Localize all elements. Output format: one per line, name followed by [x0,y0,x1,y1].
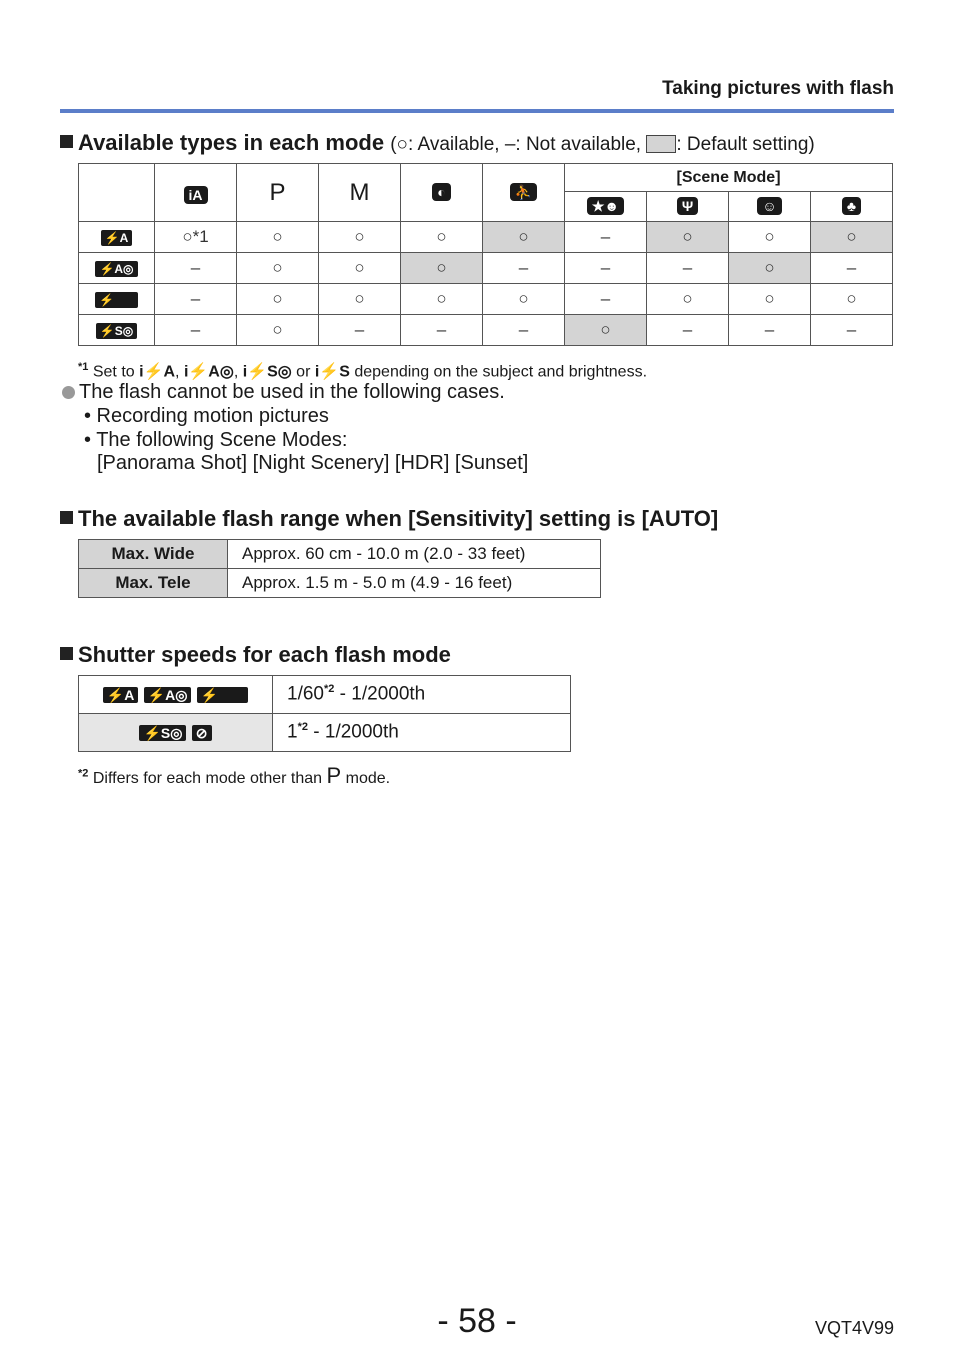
page-number: - 58 - [437,1302,517,1340]
flash-auto-icon: ⚡A [103,687,139,703]
case-item: • Recording motion pictures [84,405,329,427]
range-label: Max. Tele [79,569,228,598]
section-heading-available-types [60,130,815,156]
range-value: Approx. 60 cm - 10.0 m (2.0 - 33 feet) [228,540,601,569]
row-slow-sync-redeye [79,315,155,346]
table-cell: – [811,253,893,284]
table-cell: – [155,253,237,284]
table-cell: ○ [647,222,729,253]
table-cell: – [729,315,811,346]
flash-modes-table [78,163,893,346]
table-row [79,714,571,752]
table-row [79,284,893,315]
scenery-icon: ♣ [842,197,861,215]
table-cell: ○ [729,222,811,253]
flash-auto-redeye-icon: ⚡A◎ [144,687,192,703]
slow-sync-redeye-inline-icon: i⚡S◎ [242,363,292,381]
shutter-value: 1$^{*2}$ - 1/2000th [273,714,571,752]
forced-flash-icon: ⚡ [197,687,248,703]
food-icon: Ψ [677,197,698,215]
slow-sync-inline-icon: i⚡S [314,363,350,381]
square-bullet-icon [60,511,73,524]
table-cell: ○ [565,315,647,346]
row-flash-auto [79,222,155,253]
cases-intro: The flash cannot be used in the following cases. [62,381,505,404]
table-cell: ○ [319,284,401,315]
legend: (○: Available, –: Not available, : Default setting) [390,134,815,155]
table-cell: – [155,284,237,315]
table-cell: ○ [401,284,483,315]
square-bullet-icon [60,647,73,660]
table-cell: ○ [237,222,319,253]
program-mode-label: P [326,763,342,788]
corner-cell [79,164,155,222]
column-portrait [565,192,647,222]
column-food [647,192,729,222]
table-cell: – [565,284,647,315]
slow-sync-redeye-icon: ⚡S◎ [96,323,137,339]
shutter-modes-cell [79,676,273,714]
intelligent-auto-icon: iA [184,186,208,204]
page-header-title: Taking pictures with flash [662,78,894,99]
case-item: • The following Scene Modes: [84,429,348,451]
table-cell: ○ [811,284,893,315]
column-scenery [811,192,893,222]
range-value: Approx. 1.5 m - 5.0 m (4.9 - 16 feet) [228,569,601,598]
header-rule [60,109,894,113]
flash-auto-inline-icon: i⚡A [139,363,176,381]
shutter-modes-cell [79,714,273,752]
table-cell: – [155,315,237,346]
table-row [79,676,571,714]
table-cell: ○ [729,284,811,315]
column-m: M [319,164,401,222]
column-creative [401,164,483,222]
table-row [79,253,893,284]
section-heading-flash-range: The available flash range when [Sensitivity] setting is [AUTO] [60,506,718,532]
shutter-speed-table [78,675,571,752]
table-cell: – [483,253,565,284]
table-cell: ○ [647,284,729,315]
table-cell: – [401,315,483,346]
table-cell: – [811,315,893,346]
flash-off-icon: ⊘ [192,725,212,741]
scene-mode-header: [Scene Mode] [565,164,893,192]
default-setting-swatch [646,135,676,153]
table-row [79,222,893,253]
bullet-dot-icon [62,386,75,399]
sports-icon: ⛹ [510,183,537,201]
table-cell: ○ [401,222,483,253]
shutter-value: 1/60$^{*2}$ - 1/2000th [273,676,571,714]
table-cell: ○*1 [155,222,237,253]
table-cell: ○ [319,253,401,284]
table-cell: ○ [729,253,811,284]
table-cell: ○ [483,284,565,315]
column-p: P [237,164,319,222]
table-cell: ○ [237,284,319,315]
table-row [79,315,893,346]
table-cell: ○ [811,222,893,253]
table-cell: – [565,253,647,284]
table-cell: – [647,315,729,346]
flash-auto-redeye-icon: ⚡A◎ [95,261,137,277]
table-cell: ○ [237,315,319,346]
column-baby [729,192,811,222]
slow-sync-redeye-icon: ⚡S◎ [139,725,186,741]
flash-auto-redeye-inline-icon: i⚡A◎ [183,363,234,381]
column-ia [155,164,237,222]
table-cell: ○ [237,253,319,284]
flash-range-table [78,539,601,598]
flash-auto-icon: ⚡A [101,230,133,246]
table-cell: ○ [483,222,565,253]
document-code: VQT4V99 [814,1318,894,1338]
table-cell: – [647,253,729,284]
scene-mode-list: [Panorama Shot] [Night Scenery] [HDR] [Sunset] [97,452,529,474]
table-cell: – [319,315,401,346]
table-cell: – [565,222,647,253]
row-forced-flash [79,284,155,315]
row-flash-auto-redeye [79,253,155,284]
section-heading-shutter-speeds: Shutter speeds for each flash mode [60,642,451,668]
footnote-2: $^{*2}$ Differs for each mode other than P mode. [78,763,391,788]
heading-text: Available types in each mode [78,130,385,155]
table-cell: – [483,315,565,346]
forced-flash-icon: ⚡ [95,292,138,308]
footnote-1: $^{*1}$ Set to i⚡A, i⚡A◎, i⚡S◎ or i⚡S depending on the subject and brightness. [78,361,648,381]
range-label: Max. Wide [79,540,228,569]
creative-control-icon: ◐ [432,183,450,201]
table-cell: ○ [319,222,401,253]
baby-icon: ☺ [757,197,781,215]
square-bullet-icon [60,135,73,148]
table-row [79,569,601,598]
table-row [79,540,601,569]
column-sports [483,164,565,222]
portrait-icon: ★☻ [587,197,624,215]
table-cell: ○ [401,253,483,284]
